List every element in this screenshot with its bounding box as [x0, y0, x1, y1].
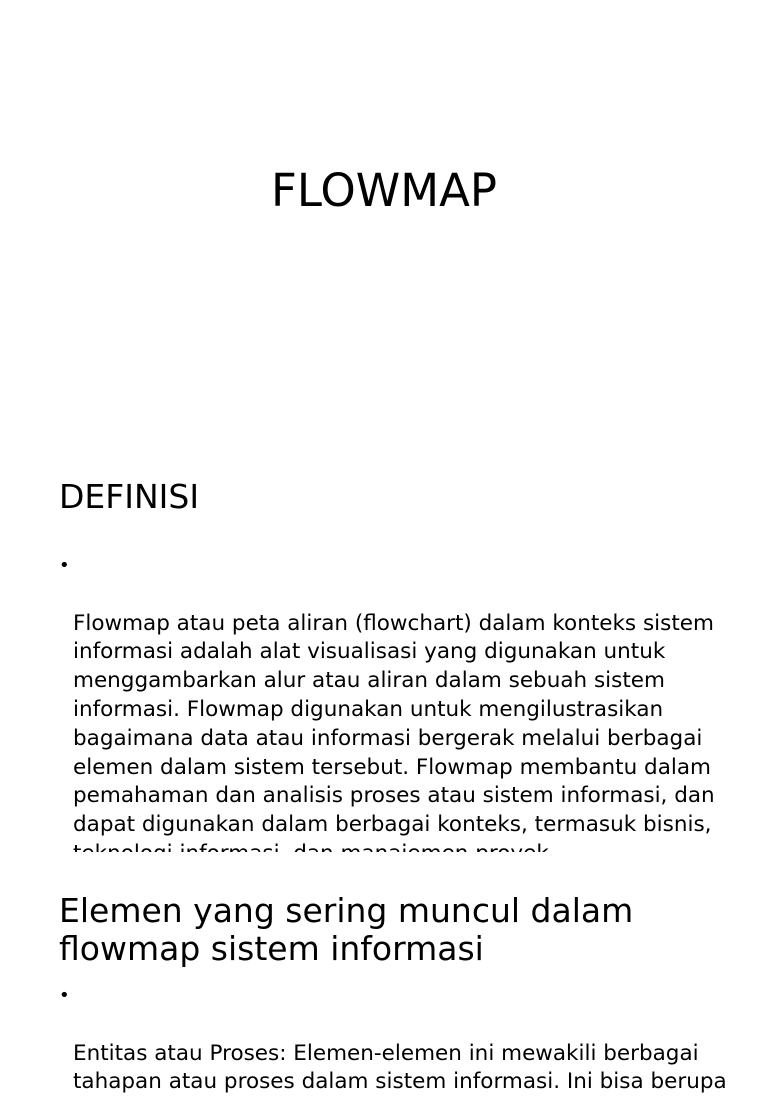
- definition-heading: DEFINISI: [59, 477, 200, 516]
- bullet-icon: •: [59, 985, 70, 1006]
- title-slide: [0, 0, 768, 412]
- elements-heading: Elemen yang sering muncul dalam flowmap sistem informasi: [59, 891, 634, 968]
- elements-bullet-item: [59, 982, 731, 1097]
- definition-bullet-text: Flowmap atau peta aliran (flowchart) dalam konteks sistem informasi adalah alat visualisasi yang digunakan untuk menggambarkan alur atau aliran dalam sebuah sistem informasi. Flowmap digunakan untuk mengilustrasikan bagaimana data atau informasi bergerak melalui berbagai elemen dalam sistem tersebut. Flowmap membantu dalam pemahaman dan analisis proses atau sistem informasi, dan dapat digunakan dalam berbagai konteks, termasuk bisnis,: [73, 610, 715, 838]
- elements-bullet-list: [59, 982, 731, 1097]
- bullet-icon: •: [59, 555, 70, 576]
- definition-bullet-item: [59, 552, 731, 869]
- slide-title: FLOWMAP: [270, 164, 497, 217]
- elements-bullet-text: Entitas atau Proses: Elemen-elemen ini mewakili berbagai tahapan atau proses dalam sistem informasi. Ini bisa berupa: [73, 1040, 727, 1095]
- definition-bullet-list: [59, 552, 731, 869]
- elements-slide: [0, 852, 768, 1095]
- definition-slide: [0, 412, 768, 852]
